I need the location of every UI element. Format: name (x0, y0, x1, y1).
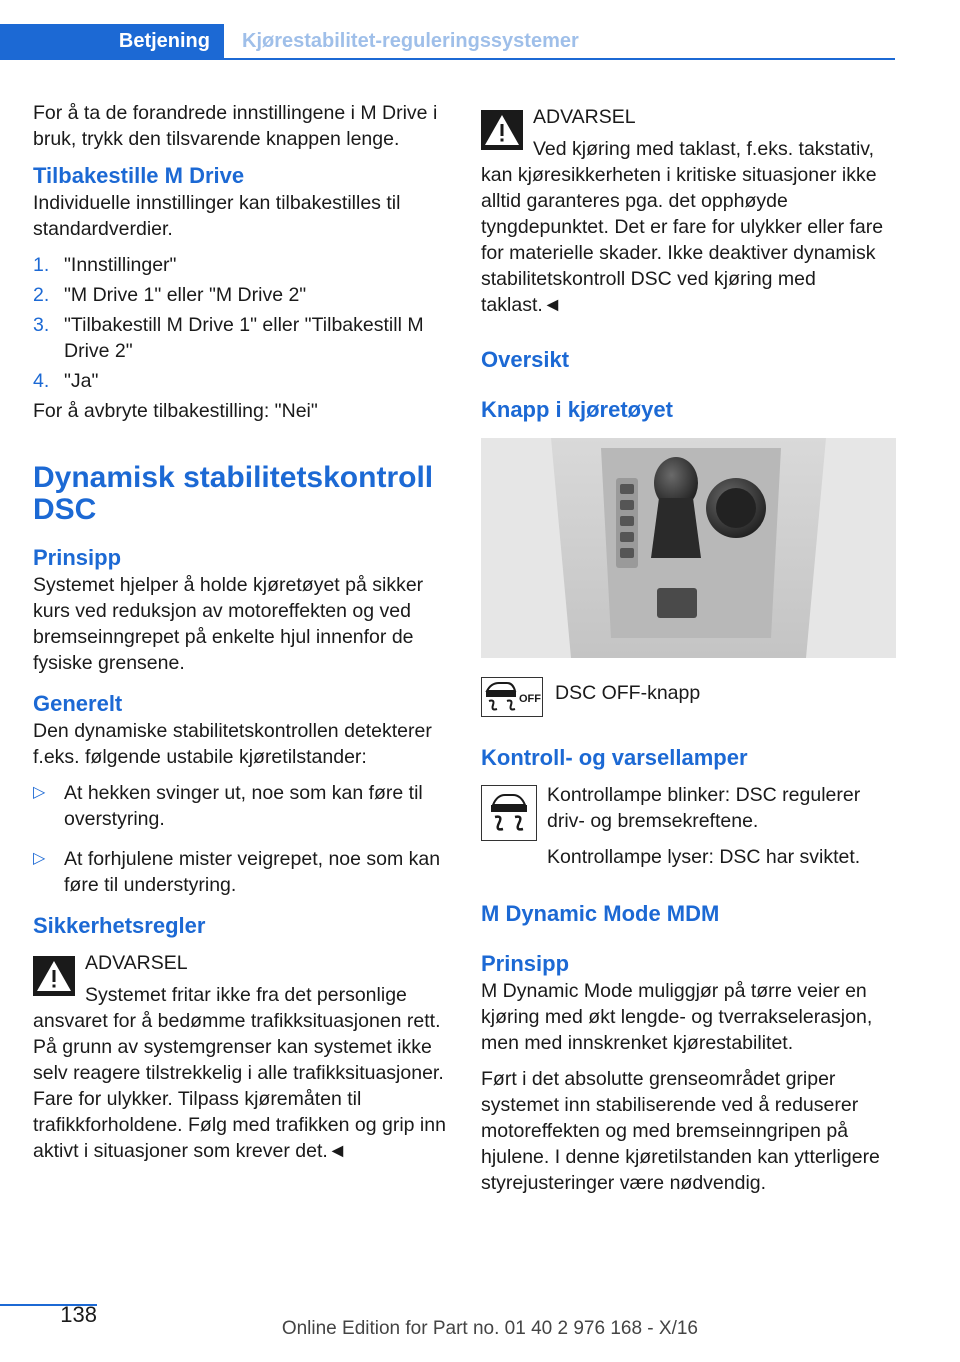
list-item (33, 846, 448, 898)
bullet-text: At forhjulene mister veigrepet, noe som kan føre til understyring. (64, 848, 441, 896)
step-text: "Tilbakestill M Drive 1" eller "Tilbakestill M Drive 2" (64, 314, 424, 362)
bullet-text: At hekken svinger ut, noe som kan føre til overstyring. (64, 782, 423, 830)
left-column (33, 100, 448, 1164)
warning-text: Systemet fritar ikke fra det personlige ansvaret for å bedømme trafikksituasjonen rett. På grunn av systemgrenser kan systemet ikke selv reagere tilstrekkelig i alle trafikksituasjoner. Fare for ulykker. Tilpass kjøremåten til trafikkforholdene. Følg med trafikken og grip inn aktivt i situasjoner som krever det.◄ (33, 984, 446, 1162)
step-text: "Ja" (64, 370, 99, 392)
reset-text: Individuelle innstillinger kan tilbakestilles til standardverdier. (33, 192, 401, 240)
mdm-text-1: M Dynamic Mode muliggjør på tørre veier en kjøring med økt lengde- og tverrakselerasjon, men med innskrenket kjørestabilitet. (481, 980, 873, 1054)
overview-heading: Oversikt (481, 347, 570, 372)
right-column (481, 100, 896, 1196)
intro-text: For å ta de forandrede innstillingene i M Drive i bruk, trykk den tilsvarende knappen lenge. (33, 102, 438, 150)
section-title-dsc: Dynamisk stabilitetskontroll DSC (33, 461, 434, 526)
mdm-text-2: Ført i det absolutte grenseområdet griper systemet inn stabiliserende ved å reduserer motoreffekten og med bremseinngripen på hjulene. I denne kjøretilstanden kan ytterligere styrejusteringer være nødvendig. (481, 1068, 880, 1194)
lamp-on-text: Kontrollampe lyser: DSC har sviktet. (547, 846, 861, 868)
list-item (33, 312, 448, 364)
warning-label: ADVARSEL (533, 106, 636, 128)
step-number: 1. (33, 254, 50, 276)
safety-heading: Sikkerhetsregler (33, 913, 206, 938)
triangle-bullet-icon: ▷ (33, 850, 46, 867)
instability-list (33, 780, 448, 898)
warning-box (481, 104, 896, 318)
reset-steps (33, 252, 448, 394)
dsc-off-icon-label: OFF (519, 693, 541, 705)
list-item (33, 282, 448, 308)
principle-text: Systemet hjelper å holde kjøretøyet på sikker kurs ved reduksjon av motoreffekten og ved bremseinngrepet på enkelte hjul innenfor de fysiske grensene. (33, 574, 424, 674)
warning-triangle-icon (33, 956, 75, 996)
mdm-heading: M Dynamic Mode MDM (481, 901, 720, 926)
reset-heading: Tilbakestille M Drive (33, 163, 245, 188)
step-number: 4. (33, 370, 50, 392)
dsc-lamp-row (481, 782, 896, 870)
cancel-text: For å avbryte tilbakestilling: "Nei" (33, 400, 318, 422)
principle-heading: Prinsipp (33, 545, 122, 570)
general-text: Den dynamiske stabilitetskontrollen detekterer f.eks. følgende ustabile kjøretilstander: (33, 720, 432, 768)
warning-box (33, 950, 448, 1164)
page-number: 138 (60, 1302, 97, 1327)
header-tabbar (0, 24, 895, 60)
dsc-warning-lamp-icon (481, 785, 537, 841)
button-heading: Knapp i kjøretøyet (481, 397, 673, 422)
lamps-heading: Kontroll- og varsellamper (481, 745, 748, 770)
list-item (33, 252, 448, 278)
warning-label: ADVARSEL (85, 952, 188, 974)
list-item (33, 368, 448, 394)
general-heading: Generelt (33, 691, 123, 716)
mdm-principle-heading: Prinsipp (481, 951, 570, 976)
list-item (33, 780, 448, 832)
center-console-illustration (481, 438, 896, 658)
step-text: "Innstillinger" (64, 254, 177, 276)
tab-betjening[interactable]: Betjening (0, 24, 224, 58)
lamp-blink-text: Kontrollampe blinker: DSC regulerer driv- og bremsekreftene. (547, 784, 861, 832)
dsc-off-icon (481, 677, 543, 717)
step-number: 3. (33, 314, 50, 336)
footer-edition: Online Edition for Part no. 01 40 2 976 168 - X/16 (281, 1318, 698, 1339)
warning-triangle-icon (481, 110, 523, 150)
step-number: 2. (33, 284, 50, 306)
warning-text: Ved kjøring med taklast, f.eks. takstativ, kan kjøresikkerheten i kritiske situasjoner ikke alltid garanteres pga. det opphøyde tyngdepunktet. Det er fare for ulykker eller fare for materielle skader. Ikke deaktiver dynamisk stabilitetskontroll DSC ved kjøring med taklast.◄ (481, 138, 884, 316)
step-text: "M Drive 1" eller "M Drive 2" (64, 284, 307, 306)
triangle-bullet-icon: ▷ (33, 784, 46, 801)
dsc-button-row (481, 674, 896, 718)
tab-chapter[interactable]: Kjørestabilitet-reguleringssystemer (242, 29, 579, 52)
dsc-button-label: DSC OFF-knapp (555, 682, 701, 704)
